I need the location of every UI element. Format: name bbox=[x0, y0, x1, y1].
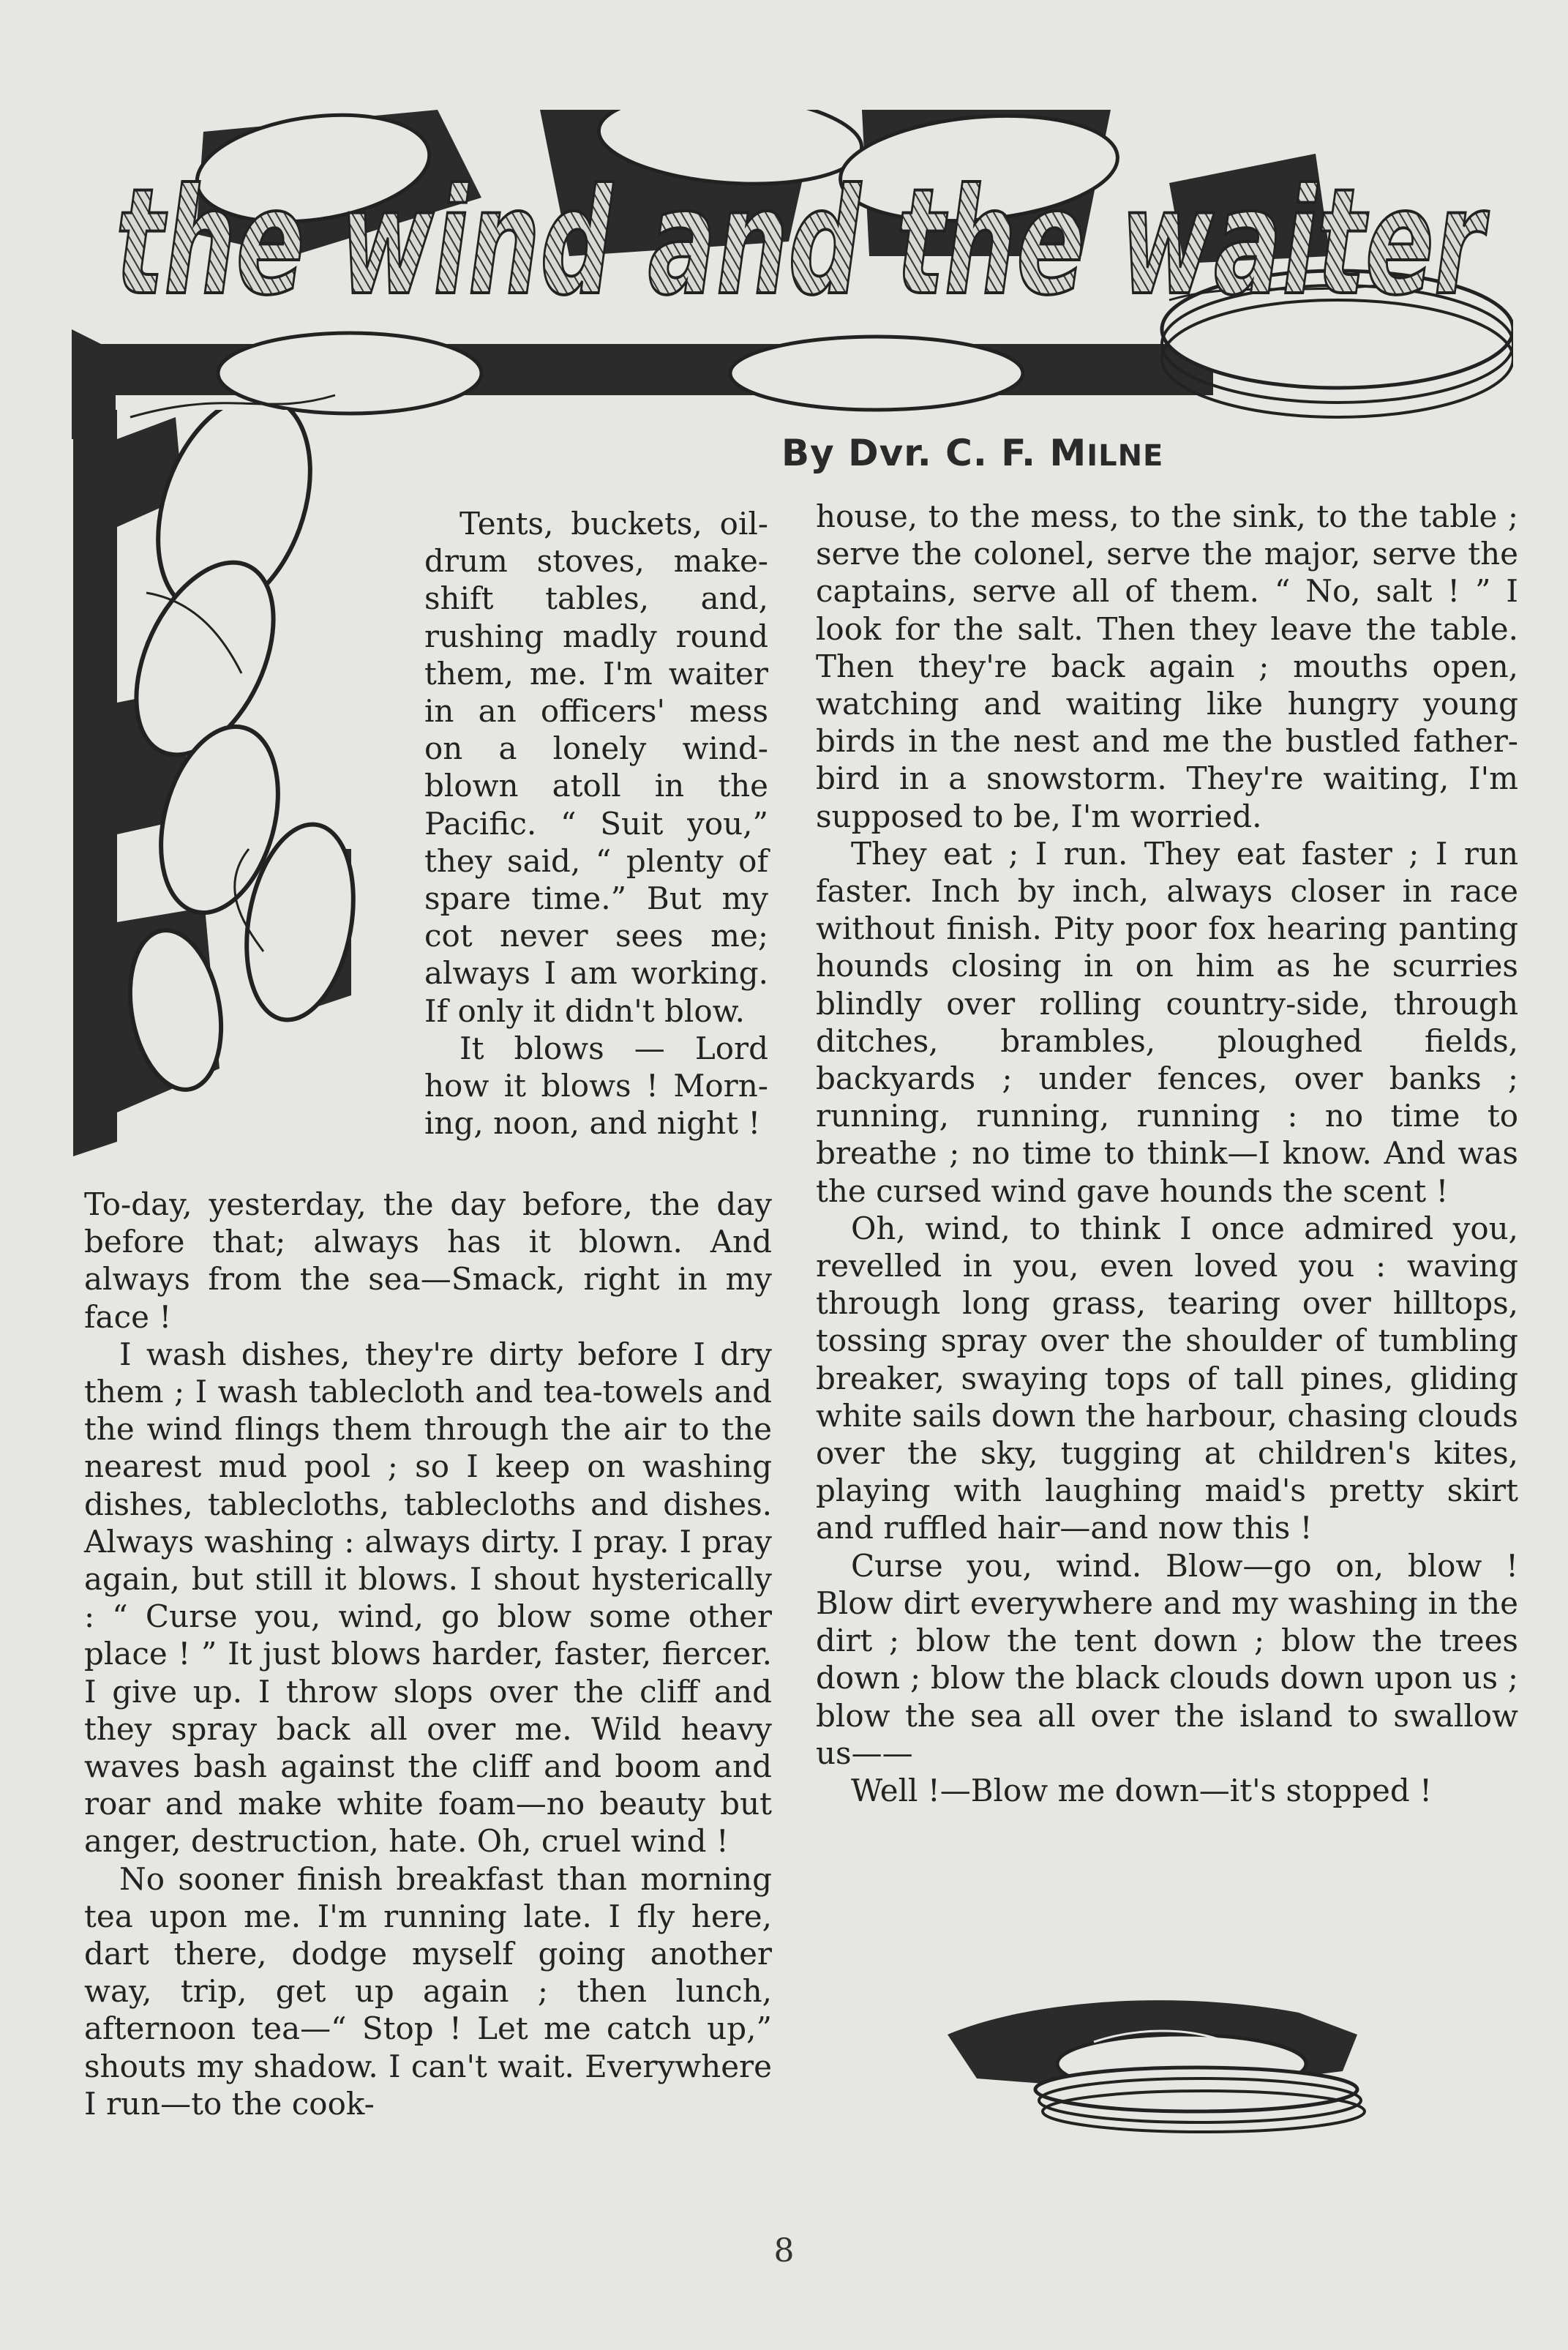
side-plates-illustration bbox=[73, 410, 359, 1156]
header-plates-illustration bbox=[72, 110, 1513, 439]
paragraph-4: No sooner finish breakfast than morning tea upon me. I'm running late. I fly here, dart there, dodge myself going another way, trip, get up again ; then lunch, afternoon tea—“ Stop ! Let me catch up,” shouts my shadow. I can't wait. Everywhere I run—to the cook- bbox=[84, 1860, 772, 2122]
left-column-top bbox=[424, 505, 768, 1142]
paragraph-7: Curse you, wind. Blow—go on, blow ! Blow dirt everywhere and my washing in the dirt ; blow the tent down ; blow the trees down ; blow the black clouds down upon us ; blow the sea all over the island to swallow us—— bbox=[816, 1547, 1518, 1771]
paragraph-2-end: To-day, yesterday, the day before, the day before that; always has it blown. And always from the sea—Smack, right in my face ! bbox=[84, 1186, 772, 1335]
paragraph-5: They eat ; I run. They eat faster ; I run faster. Inch by inch, always closer in race without finish. Pity poor fox hearing panting hounds closing in on him as he scurries blindly over rolling country-side, through ditches, brambles, ploughed fields, backyards ; under fences, over banks ; running, running, running : no time to breathe ; no time to think—I know. And was the cursed wind gave hounds the scent ! bbox=[816, 835, 1518, 1209]
left-column bbox=[84, 1186, 772, 2122]
paragraph-8: Well !—Blow me down—it's stopped ! bbox=[851, 1772, 1433, 1808]
paragraph-4-continued: house, to the mess, to the sink, to the table ; serve the colonel, serve the major, serve the captains, serve all of them. “ No, salt ! ” I look for the salt. Then they leave the table. Then they're back again ; mouths open, watching and waiting like hungry young birds in the nest and me the bustled father-bird in a snowstorm. They're waiting, I'm supposed to be, I'm worried. bbox=[816, 498, 1518, 834]
byline-smallcaps: ILNE bbox=[1087, 439, 1164, 473]
paragraph-1: Tents, buckets, oil-drum stoves, make-shift tables, and, rushing madly round them, me. I'm waiter in an officers' mess on a lonely wind-blown atoll in the Pacific. “ Suit you,” they said, “ plenty of spare time.” But my cot never sees me; always I am working. If only it didn't blow. bbox=[424, 506, 768, 1029]
plate-stack-illustration bbox=[948, 1991, 1379, 2137]
byline bbox=[781, 432, 1163, 474]
paragraph-3: I wash dishes, they're dirty before I dry them ; I wash tablecloth and tea-towels and the wind flings them through the air to the nearest mud pool ; so I keep on washing dishes, tablecloths, tablecloths and dishes. Always washing : always dirty. I pray. I pray again, but still it blows. I shout hysterically : “ Curse you, wind, go blow some other place ! ” It just blows harder, faster, fiercer. I give up. I throw slops over the cliff and they spray back all over me. Wild heavy waves bash against the cliff and boom and roar and make white foam—no beauty but anger, destruction, hate. Oh, cruel wind ! bbox=[84, 1336, 772, 1860]
paragraph-2-start: It blows — Lord how it blows ! Morn-ing, noon, and night ! bbox=[424, 1030, 768, 1142]
byline-prefix: By Dvr. C. F. M bbox=[781, 432, 1087, 474]
article-title: the wind and the waiter bbox=[116, 157, 1490, 328]
right-column bbox=[816, 498, 1518, 1809]
page-number: 8 bbox=[773, 2232, 795, 2269]
paragraph-6: Oh, wind, to think I once admired you, revelled in you, even loved you : waving through long grass, tearing over hilltops, tossing spray over the shoulder of tumbling breaker, swaying tops of tall pines, gliding white sails down the harbour, chasing clouds over the sky, tugging at children's kites, playing with laughing maid's pretty skirt and ruffled hair—and now this ! bbox=[816, 1210, 1518, 1546]
